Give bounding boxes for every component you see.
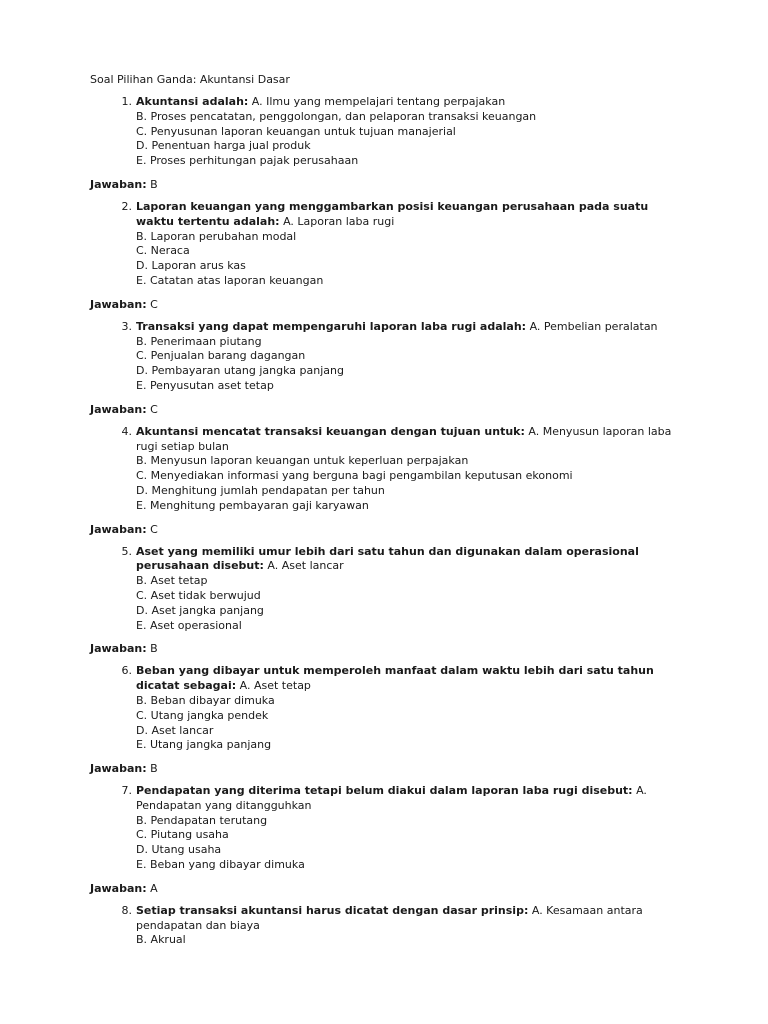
question-item <box>90 784 688 873</box>
option-e: E. Penyusutan aset tetap <box>136 378 274 392</box>
option-d: D. Laporan arus kas <box>136 259 246 273</box>
question-item <box>90 904 688 948</box>
answer-label: Jawaban: <box>90 402 147 416</box>
option-d: D. Aset lancar <box>136 723 214 737</box>
question-text: Pendapatan yang diterima tetapi belum diakui dalam laporan laba rugi disebut: <box>136 784 633 798</box>
answer-line <box>90 641 688 656</box>
answer-line <box>90 881 688 896</box>
answer-label: Jawaban: <box>90 762 147 776</box>
answer-line <box>90 297 688 312</box>
question-number: 1. <box>121 95 132 108</box>
option-b: B. Akrual <box>136 933 186 947</box>
answer-label: Jawaban: <box>90 881 147 895</box>
question-number: 6. <box>121 664 132 678</box>
option-b: B. Proses pencatatan, penggolongan, dan pelaporan transaksi keuangan <box>136 109 537 123</box>
question-list <box>90 95 688 948</box>
option-a: A. Aset tetap <box>239 679 311 693</box>
answer-value: B <box>150 762 158 776</box>
answer-label: Jawaban: <box>90 522 147 536</box>
option-c: C. Menyediakan informasi yang berguna bagi pengambilan keputusan ekonomi <box>136 469 573 483</box>
option-a: A. Pendapatan yang ditangguhkan <box>136 784 647 812</box>
option-a: A. Pembelian peralatan <box>529 319 658 333</box>
option-e: E. Utang jangka panjang <box>136 738 272 752</box>
option-c: C. Penjualan barang dagangan <box>136 349 306 363</box>
option-a: A. Menyusun laporan laba rugi setiap bulan <box>136 424 672 453</box>
question-text: Transaksi yang dapat mempengaruhi laporan laba rugi adalah: <box>136 319 527 333</box>
option-b: B. Penerimaan piutang <box>136 334 262 348</box>
option-a: A. Kesamaan antara pendapatan dan biaya <box>136 903 643 932</box>
question-number: 2. <box>121 199 132 213</box>
option-d: D. Utang usaha <box>136 843 222 857</box>
option-e: E. Menghitung pembayaran gaji karyawan <box>136 498 369 512</box>
option-b: B. Pendapatan terutang <box>136 813 268 827</box>
question-item <box>90 95 688 169</box>
option-b: B. Menyusun laporan keuangan untuk keperluan perpajakan <box>136 454 469 468</box>
answer-line <box>90 402 688 417</box>
option-d: D. Aset jangka panjang <box>136 603 264 617</box>
answer-label: Jawaban: <box>90 177 147 191</box>
answer-value: C <box>150 297 158 311</box>
option-d: D. Menghitung jumlah pendapatan per tahun <box>136 483 385 497</box>
option-d: D. Penentuan harga jual produk <box>136 139 311 153</box>
question-item <box>90 200 688 289</box>
option-c: C. Neraca <box>136 244 190 258</box>
option-a: A. Aset lancar <box>267 559 344 573</box>
question-text: Beban yang dibayar untuk memperoleh manfaat dalam waktu lebih dari satu tahun dicatat sebagai: <box>136 664 654 693</box>
answer-value: B <box>150 642 158 656</box>
option-b: B. Beban dibayar dimuka <box>136 693 275 707</box>
answer-line <box>90 761 688 776</box>
option-a: A. Laporan laba rugi <box>283 214 395 228</box>
option-c: C. Piutang usaha <box>136 828 229 842</box>
option-b: B. Laporan perubahan modal <box>136 229 297 243</box>
option-e: E. Catatan atas laporan keuangan <box>136 273 324 287</box>
option-c: C. Penyusunan laporan keuangan untuk tujuan manajerial <box>136 124 456 138</box>
question-number: 5. <box>121 544 132 558</box>
answer-value: C <box>150 522 158 536</box>
option-c: C. Utang jangka pendek <box>136 708 269 722</box>
question-number: 7. <box>121 784 132 798</box>
answer-label: Jawaban: <box>90 642 147 656</box>
question-text: Akuntansi adalah: <box>136 95 249 108</box>
document-title: Soal Pilihan Ganda: Akuntansi Dasar <box>90 73 290 86</box>
question-text: Laporan keuangan yang menggambarkan posisi keuangan perusahaan pada suatu waktu tertentu adalah: <box>136 199 649 228</box>
option-b: B. Aset tetap <box>136 574 208 588</box>
option-e: E. Aset operasional <box>136 618 242 632</box>
question-text: Aset yang memiliki umur lebih dari satu tahun dan digunakan dalam operasional perusahaan disebut: <box>136 544 639 573</box>
option-e: E. Beban yang dibayar dimuka <box>136 858 305 872</box>
option-c: C. Aset tidak berwujud <box>136 588 261 602</box>
answer-label: Jawaban: <box>90 297 147 311</box>
question-text: Setiap transaksi akuntansi harus dicatat dengan dasar prinsip: <box>136 903 529 917</box>
answer-value: C <box>150 402 158 416</box>
option-e: E. Proses perhitungan pajak perusahaan <box>136 154 359 168</box>
question-text: Akuntansi mencatat transaksi keuangan dengan tujuan untuk: <box>136 424 525 438</box>
question-item <box>90 545 688 634</box>
question-number: 3. <box>121 319 132 333</box>
answer-line <box>90 522 688 537</box>
answer-value: B <box>150 177 158 191</box>
option-a: A. Ilmu yang mempelajari tentang perpajakan <box>251 95 506 108</box>
answer-line <box>90 177 688 192</box>
answer-value: A <box>150 881 158 895</box>
question-number: 8. <box>121 903 132 917</box>
question-item <box>90 320 688 394</box>
option-d: D. Pembayaran utang jangka panjang <box>136 364 344 378</box>
question-item <box>90 664 688 753</box>
question-number: 4. <box>121 424 132 438</box>
question-item <box>90 425 688 514</box>
